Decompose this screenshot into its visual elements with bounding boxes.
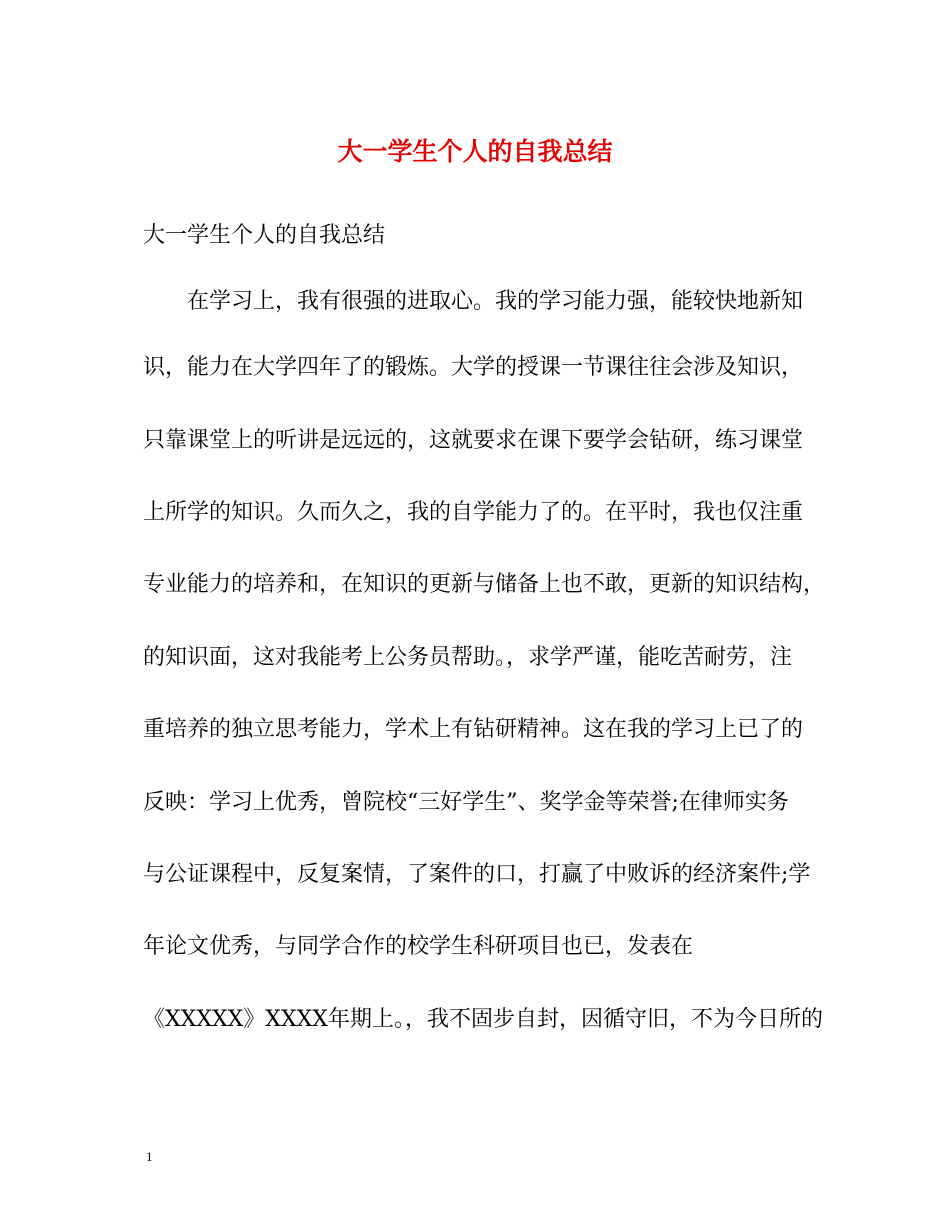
body-line: 识，能力在大学四年了的锻炼。大学的授课一节课往往会涉及知识， <box>143 355 804 380</box>
body-line: 只靠课堂上的听讲是远远的，这就要求在课下要学会钻研，练习课堂 <box>143 428 804 453</box>
body-line: 在学习上，我有很强的进取心。我的学习能力强，能较快地新知 <box>143 289 804 314</box>
document-title: 大一学生个人的自我总结 <box>337 137 613 166</box>
body-line: 与公证课程中，反复案情，了案件的口，打赢了中败诉的经济案件;学 <box>143 862 811 887</box>
body-line: 年论文优秀，与同学合作的校学生科研项目也已，发表在 <box>143 934 694 959</box>
body-line: 的知识面，这对我能考上公务员帮助。，求学严谨，能吃苦耐劳，注 <box>143 645 793 670</box>
body-line: 《XXXXX》XXXX年期上。，我不固步自封，因循守旧，不为今日所的 <box>143 1007 823 1032</box>
document-subtitle: 大一学生个人的自我总结 <box>143 223 386 248</box>
body-line: 反映：学习上优秀，曾院校“三好学生”、奖学金等荣誉;在律师实务 <box>143 790 789 815</box>
body-line: 上所学的知识。久而久之，我的自学能力了的。在平时，我也仅注重 <box>143 500 804 525</box>
body-line: 专业能力的培养和，在知识的更新与储备上也不敢，更新的知识结构， <box>143 572 826 597</box>
page-number: 1 <box>146 1149 153 1164</box>
body-line: 重培养的独立思考能力，学术上有钻研精神。这在我的学习上已了的 <box>143 717 804 742</box>
